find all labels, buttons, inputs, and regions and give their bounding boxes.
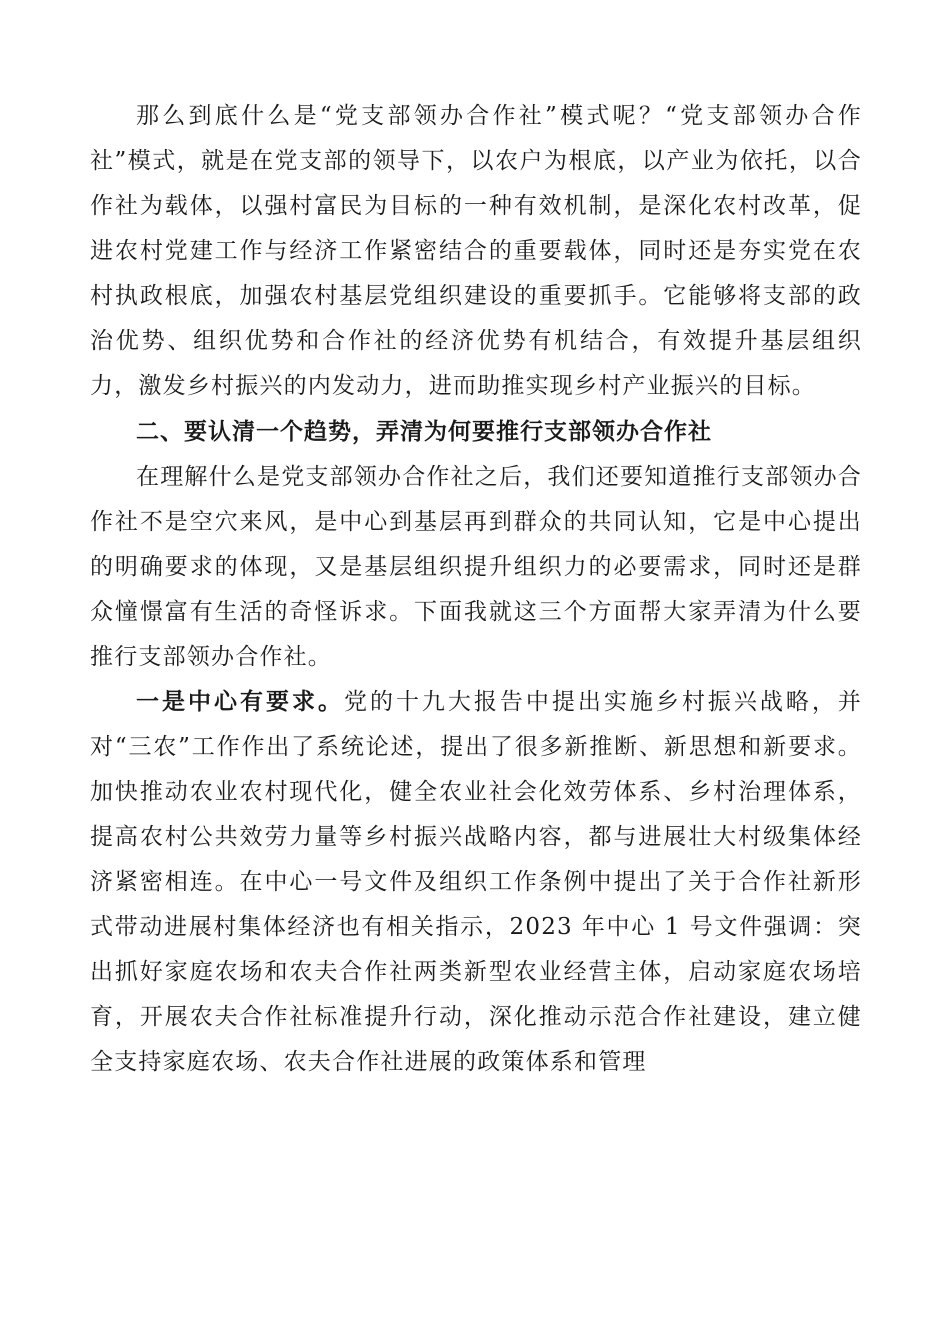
paragraph-requirement bbox=[90, 680, 862, 1085]
paragraph-trend: 在理解什么是党支部领办合作社之后，我们还要知道推行支部领办合作社不是空穴来风，是中心到基层再到群众的共同认知，它是中心提出的明确要求的体现，又是基层组织提升组织力的必要需求，同时还是群众憧憬富有生活的奇怪诉求。下面我就这三个方面帮大家弄清为什么要推行支部领办合作社。 bbox=[90, 464, 862, 670]
section-heading-2: 二、要认清一个趋势，弄清为何要推行支部领办合作社 bbox=[136, 419, 712, 445]
paragraph-body: 党的十九大报告中提出实施乡村振兴战略，并对“三农”工作作出了系统论述，提出了很多新推断、新思想和新要求。加快推动农业农村现代化，健全农业社会化效劳体系、乡村治理体系，提高农村公共效劳力量等乡村振兴战略内容，都与进展壮大村级集体经济紧密相连。在中心一号文件及组织工作条例中提出了关于合作社新形式带动进展村集体经济也有相关指示，2023 年中心 1 号文件强调：突出抓好家庭农场和农夫合作社两类新型农业经营主体，启动家庭农场培育，开展农夫合作社标准提升行动，深化推动示范合作社建设，建立健全支持家庭农场、农夫合作社进展的政策体系和管理 bbox=[90, 689, 863, 1075]
paragraph-definition: 那么到底什么是“党支部领办合作社”模式呢？“党支部领办合作社”模式，就是在党支部的领导下，以农户为根底，以产业为依托，以合作社为载体，以强村富民为目标的一种有效机制，是深化农村改革，促进农村党建工作与经济工作紧密结合的重要载体，同时还是夯实党在农村执政根底，加强农村基层党组织建设的重要抓手。它能够将支部的政治优势、组织优势和合作社的经济优势有机结合，有效提升基层组织力，激发乡村振兴的内发动力，进而助推实现乡村产业振兴的目标。 bbox=[90, 103, 862, 399]
document-page bbox=[90, 94, 862, 1085]
paragraph-lead: 一是中心有要求。 bbox=[136, 689, 344, 715]
